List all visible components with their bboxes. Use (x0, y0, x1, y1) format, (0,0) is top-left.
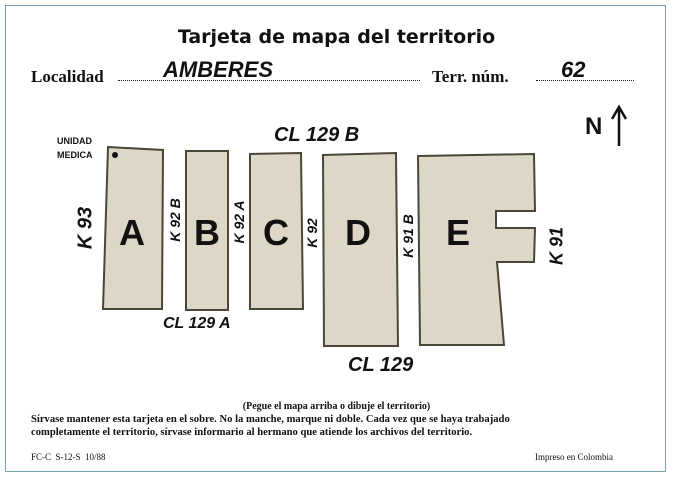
locality-value: AMBERES (163, 57, 274, 82)
block-e-shape (418, 154, 535, 345)
street-k-91: K 91 (546, 226, 567, 266)
printed-in: Impreso en Colombia (535, 452, 613, 462)
street-k-92: K 92 (304, 218, 320, 248)
territory-number-label: Terr. núm. (432, 67, 509, 86)
street-k-92-a: K 92 A (231, 200, 247, 244)
block-e-label: E (446, 212, 471, 253)
street-k-91-b: K 91 B (400, 214, 416, 258)
north-arrow-icon (612, 107, 626, 146)
instructions-line-2: completamente el territorio, sírvase informario al hermano que atiende los archivos del territorio. (31, 427, 473, 438)
block-d-label: D (345, 212, 371, 253)
street-k-92-b: K 92 B (167, 198, 183, 242)
landmark-label-line2: MEDICA (57, 150, 93, 160)
card-title: Tarjeta de mapa del territorio (177, 26, 496, 48)
instructions-line-1: Sírvase mantener esta tarjeta en el sobre. No la manche, marque ni doble. Cada vez que se haya trabajado (31, 414, 510, 425)
block-a-label: A (119, 212, 145, 253)
map-caption: (Pegue el mapa arriba o dibuje el territorio) (242, 401, 431, 412)
street-k-93: K 93 (74, 206, 97, 250)
landmark-label-line1: UNIDAD (57, 136, 92, 146)
street-cl-129: CL 129 (348, 354, 414, 376)
territory-number-value: 62 (561, 57, 586, 82)
locality-label: Localidad (31, 67, 104, 86)
street-cl-129-b: CL 129 B (274, 124, 360, 146)
landmark-dot-icon (112, 152, 118, 158)
block-c-label: C (263, 212, 289, 253)
north-label: N (585, 113, 603, 140)
landmark-label (57, 134, 93, 162)
form-code: FC-C S-12-S 10/88 (31, 452, 106, 462)
block-b-label: B (194, 212, 220, 253)
street-cl-129-a: CL 129 A (163, 315, 231, 332)
